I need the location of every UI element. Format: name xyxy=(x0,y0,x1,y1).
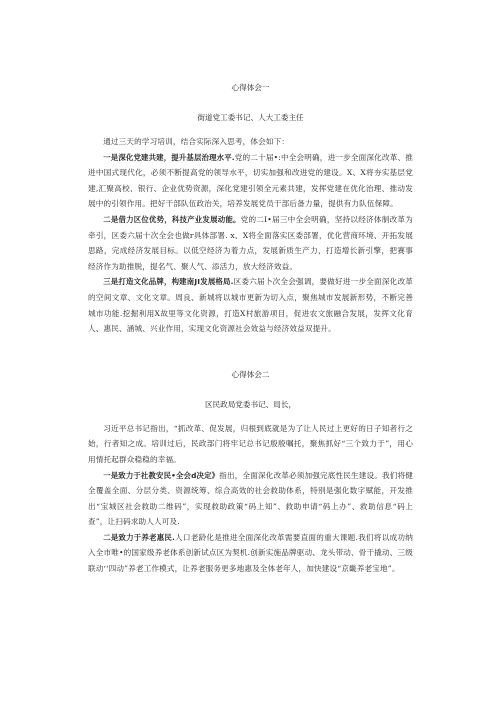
section-spacer xyxy=(88,337,413,369)
paragraph-text: 党的二I•届三中全会明确，坚持以经济体制改革为牵引，区委六届十次全会也做r具体部署. x、X将全面落实区委部署，优化营商环境、开拓发展思路，完成经济发展目标。以低空经济为着力点，发展新质生产力，打造增长新引擎，把赛事经济作为助推脱，提名气、聚人气、添活力，放大经济效益。 xyxy=(88,214,413,271)
paragraph-text: 党的二十届•:中全会明确，进一步全面深化改革、推进中国式现代化，必须不断提高党的领导水平，切实加强和改进党的建设。X、X将夯实基层党建,汇聚高校、银行、企业优势资源，深化党建引领全元素共建，发挥党建在优化治理、推动发展中的引领作用。把好干部队伍政治关，培养发展党员干部后备力量，提供有力队伍保障。 xyxy=(88,152,413,209)
section-2-paragraph xyxy=(88,530,413,577)
paragraph-text: 区委六届卜次全会强调，要做好进一步全面深化改革的空间文章、文化文章。周良、新城将以城市更新为切入点，聚焦城市发展新形势，不断完善城市功能.挖掘利用X故里等文化资源，打造X村旅游项目，促进农文旅融合发展，发挥文化育人、惠民、涵城、兴业作用，实现文化资源社会效益与经济效益双提升。 xyxy=(88,277,413,334)
paragraph-text: 习近平总书记指出，“抓改革、促发展，归根到底就是为了让人民过上更好的日子知者行之始，行者知之成。培训过后，民政部门将牢记总书记殷殷嘱托，聚焦抓好“三个致力于”，用心用情托起群众稳稳的幸福。 xyxy=(88,423,413,464)
section-2-title: 心得体会二 xyxy=(231,369,270,379)
paragraph-text: 人口老龄化是推进全面深化改革需要直面的重大课题.我们将以成功纳入全市唯•的国家级养老体系创新试点区为契机.创新实施品牌驱动、龙头带动、骨干撬动、三级联动‘‘四动”养老工作模式，让养老服务更多地惠及全体老年人，加快建设“京畿养老宝地”。 xyxy=(88,532,413,574)
paragraph-lead: 三是打造文化品牌，构建南JI发展格局. xyxy=(103,277,234,287)
section-1-paragraph xyxy=(88,150,413,212)
section-2-paragraph xyxy=(88,421,413,468)
section-1-subtitle: 街道党工委书记、人大工委主任 xyxy=(197,113,304,122)
document-body xyxy=(88,82,413,577)
paragraph-lead: 一是致力于社教安民•全会d决定》 xyxy=(103,470,220,480)
section-2-paragraph xyxy=(88,468,413,530)
paragraph-lead: 一是深化党建共建，提升基层治理水平. xyxy=(103,152,235,162)
section-1 xyxy=(88,82,413,337)
section-2-subtitle: 区民政局党委书记、局长， xyxy=(204,399,297,409)
paragraph-text: 通过三天的学习培训，结合实际深入思考，体会如下： xyxy=(103,137,290,146)
section-1-paragraph xyxy=(88,134,413,150)
paragraph-lead: 二是借力区位优势，科技产业发展动能。 xyxy=(103,214,241,224)
section-1-paragraph xyxy=(88,212,413,274)
section-1-paragraph xyxy=(88,274,413,336)
section-2 xyxy=(88,369,413,577)
paragraph-text: 指出，全面深化改革必须加强完底性民生建设。我们将健全覆盖全面、分层分类、资源统筹、综合高效的社会救助体系，特别是强化数字赋能，开发推出“宝城区社会救助二维码”，实现救助政策“码上知”、救助申请“码上办”、救助信息“码上查”，让扫码求助人人可及. xyxy=(88,470,414,527)
paragraph-lead: 二是致力于养老惠民. xyxy=(103,532,175,542)
section-1-title: 心得体会一 xyxy=(231,83,270,92)
